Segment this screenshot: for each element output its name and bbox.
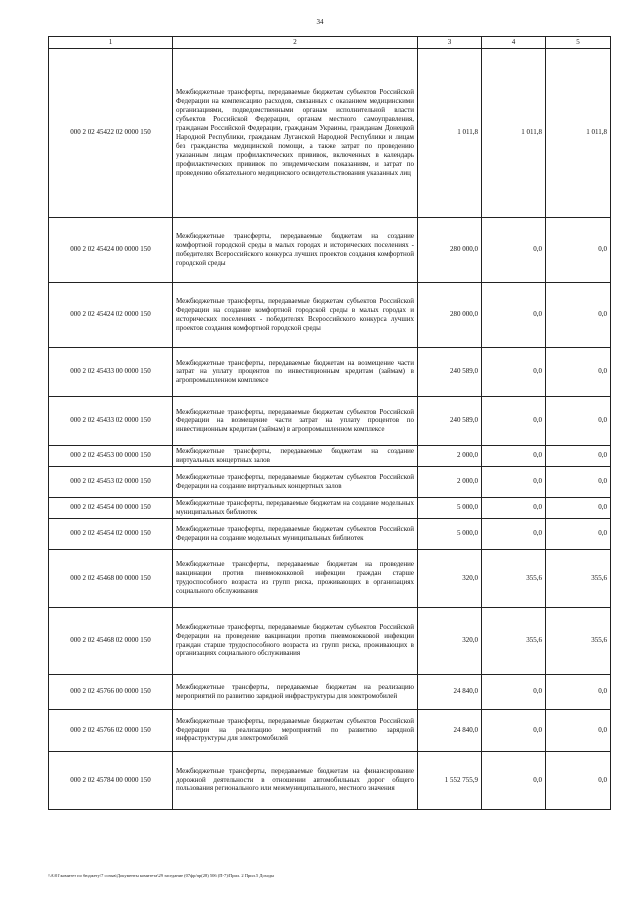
budget-code-cell: 000 2 02 45433 02 0000 150 bbox=[49, 396, 173, 445]
budget-code-cell: 000 2 02 45433 00 0000 150 bbox=[49, 347, 173, 396]
value-col5-cell: 1 011,8 bbox=[546, 48, 611, 217]
value-col5-cell: 0,0 bbox=[546, 709, 611, 751]
value-col5-cell: 0,0 bbox=[546, 217, 611, 282]
value-col4-cell: 1 011,8 bbox=[482, 48, 546, 217]
value-col3-cell: 240 589,0 bbox=[418, 347, 482, 396]
description-cell: Межбюджетные трансферты, передаваемые бюджетам субъектов Российской Федерации на компенсацию расходов, связанных с оказанием медицинскими организациями, подведомственными органам исполнительной власти субъектов Российской Федерации, органам местного самоуправления, гражданам Российской Федерации, гражданам Украины, гражданам Донецкой Народной Республики, гражданам Луганской Народной Республики и лицам без гражданства медицинской помощи, а также затрат по проведению указанным лицам профилактических прививок, включенных в календарь профилактических прививок по эпидемическим показаниям, и затрат по проведению обязательного медицинского освидетельствования указанных лиц bbox=[173, 48, 418, 217]
value-col5-cell: 0,0 bbox=[546, 751, 611, 809]
table-row bbox=[49, 709, 611, 751]
value-col4-cell: 0,0 bbox=[482, 751, 546, 809]
table-row bbox=[49, 282, 611, 347]
description-cell: Межбюджетные трансферты, передаваемые бюджетам субъектов Российской Федерации на реализацию мероприятий по развитию зарядной инфраструктуры для электромобилей bbox=[173, 709, 418, 751]
table-header-row bbox=[49, 37, 611, 49]
table-row bbox=[49, 48, 611, 217]
value-col5-cell: 0,0 bbox=[546, 466, 611, 497]
value-col5-cell: 355,6 bbox=[546, 549, 611, 607]
value-col3-cell: 2 000,0 bbox=[418, 445, 482, 466]
description-cell: Межбюджетные трансферты, передаваемые бюджетам на финансирование дорожной деятельности в отношении автомобильных дорог общего пользования регионального или межмуниципального, местного значения bbox=[173, 751, 418, 809]
budget-code-cell: 000 2 02 45454 02 0000 150 bbox=[49, 518, 173, 549]
table-row bbox=[49, 466, 611, 497]
description-cell: Межбюджетные трансферты, передаваемые бюджетам субъектов Российской Федерации на создание модельных муниципальных библиотек bbox=[173, 518, 418, 549]
value-col4-cell: 0,0 bbox=[482, 466, 546, 497]
value-col4-cell: 0,0 bbox=[482, 709, 546, 751]
value-col5-cell: 0,0 bbox=[546, 674, 611, 709]
value-col5-cell: 0,0 bbox=[546, 396, 611, 445]
description-cell: Межбюджетные трансферты, передаваемые бюджетам на создание модельных муниципальных библиотек bbox=[173, 497, 418, 518]
value-col3-cell: 280 000,0 bbox=[418, 282, 482, 347]
budget-code-cell: 000 2 02 45454 00 0000 150 bbox=[49, 497, 173, 518]
value-col5-cell: 0,0 bbox=[546, 445, 611, 466]
description-cell: Межбюджетные трансферты, передаваемые бюджетам субъектов Российской Федерации на возмещение части затрат на уплату процентов по инвестиционным кредитам (займам) в агропромышленном комплексе bbox=[173, 396, 418, 445]
description-cell: Межбюджетные трансферты, передаваемые бюджетам на реализацию мероприятий по развитию зарядной инфраструктуры для электромобилей bbox=[173, 674, 418, 709]
header-col-3: 3 bbox=[418, 37, 482, 49]
header-col-5: 5 bbox=[546, 37, 611, 49]
value-col5-cell: 355,6 bbox=[546, 607, 611, 674]
value-col4-cell: 0,0 bbox=[482, 497, 546, 518]
value-col3-cell: 240 589,0 bbox=[418, 396, 482, 445]
table-row bbox=[49, 396, 611, 445]
value-col3-cell: 320,0 bbox=[418, 607, 482, 674]
header-col-2: 2 bbox=[173, 37, 418, 49]
value-col3-cell: 1 552 755,9 bbox=[418, 751, 482, 809]
value-col3-cell: 2 000,0 bbox=[418, 466, 482, 497]
header-col-4: 4 bbox=[482, 37, 546, 49]
description-cell: Межбюджетные трансферты, передаваемые бюджетам на проведение вакцинации против пневмококковой инфекции граждан старше трудоспособного возраста из групп риска, проживающих в организациях социального обслуживания bbox=[173, 549, 418, 607]
page-number: 34 bbox=[316, 18, 324, 26]
budget-code-cell: 000 2 02 45453 00 0000 150 bbox=[49, 445, 173, 466]
value-col4-cell: 355,6 bbox=[482, 607, 546, 674]
table-row bbox=[49, 347, 611, 396]
description-cell: Межбюджетные трансферты, передаваемые бюджетам субъектов Российской Федерации на проведение вакцинации против пневмококковой инфекции граждан старше трудоспособного возраста из групп риска, проживающих в организациях социального обслуживания bbox=[173, 607, 418, 674]
value-col3-cell: 1 011,8 bbox=[418, 48, 482, 217]
value-col4-cell: 0,0 bbox=[482, 445, 546, 466]
table-row bbox=[49, 674, 611, 709]
value-col3-cell: 24 840,0 bbox=[418, 709, 482, 751]
value-col5-cell: 0,0 bbox=[546, 347, 611, 396]
value-col3-cell: 320,0 bbox=[418, 549, 482, 607]
budget-code-cell: 000 2 02 45422 02 0000 150 bbox=[49, 48, 173, 217]
description-cell: Межбюджетные трансферты, передаваемые бюджетам на создание виртуальных концертных залов bbox=[173, 445, 418, 466]
table-row bbox=[49, 607, 611, 674]
description-cell: Межбюджетные трансферты, передаваемые бюджетам субъектов Российской Федерации на создание комфортной городской среды в малых городах и исторических поселениях - победителях Всероссийского конкурса лучших проектов создания комфортной городской среды bbox=[173, 282, 418, 347]
value-col3-cell: 280 000,0 bbox=[418, 217, 482, 282]
value-col4-cell: 0,0 bbox=[482, 396, 546, 445]
table-row bbox=[49, 751, 611, 809]
value-col4-cell: 0,0 bbox=[482, 674, 546, 709]
budget-code-cell: 000 2 02 45424 02 0000 150 bbox=[49, 282, 173, 347]
value-col4-cell: 0,0 bbox=[482, 347, 546, 396]
value-col3-cell: 5 000,0 bbox=[418, 518, 482, 549]
budget-code-cell: 000 2 02 45766 00 0000 150 bbox=[49, 674, 173, 709]
value-col5-cell: 0,0 bbox=[546, 497, 611, 518]
budget-code-cell: 000 2 02 45468 00 0000 150 bbox=[49, 549, 173, 607]
table-row bbox=[49, 549, 611, 607]
description-cell: Межбюджетные трансферты, передаваемые бюджетам на создание комфортной городской среды в малых городах и исторических поселениях - победителях Всероссийского конкурса лучших проектов создания комфортной городской среды bbox=[173, 217, 418, 282]
file-path-footer: \\A\01\комитет по бюджету\7 созыв\Документы комитета\29 заседание (07фр/пр(28) 506 (П-7)\Прил. 2 Прил.5 Доходы bbox=[48, 873, 275, 878]
revenue-table bbox=[48, 36, 611, 810]
description-cell: Межбюджетные трансферты, передаваемые бюджетам субъектов Российской Федерации на создание виртуальных концертных залов bbox=[173, 466, 418, 497]
table-row bbox=[49, 445, 611, 466]
budget-code-cell: 000 2 02 45784 00 0000 150 bbox=[49, 751, 173, 809]
budget-code-cell: 000 2 02 45468 02 0000 150 bbox=[49, 607, 173, 674]
table-row bbox=[49, 217, 611, 282]
value-col4-cell: 355,6 bbox=[482, 549, 546, 607]
budget-code-cell: 000 2 02 45766 02 0000 150 bbox=[49, 709, 173, 751]
value-col3-cell: 5 000,0 bbox=[418, 497, 482, 518]
budget-code-cell: 000 2 02 45453 02 0000 150 bbox=[49, 466, 173, 497]
value-col3-cell: 24 840,0 bbox=[418, 674, 482, 709]
table-row bbox=[49, 497, 611, 518]
header-col-1: 1 bbox=[49, 37, 173, 49]
value-col4-cell: 0,0 bbox=[482, 518, 546, 549]
description-cell: Межбюджетные трансферты, передаваемые бюджетам на возмещение части затрат на уплату процентов по инвестиционным кредитам (займам) в агропромышленном комплексе bbox=[173, 347, 418, 396]
value-col5-cell: 0,0 bbox=[546, 282, 611, 347]
value-col4-cell: 0,0 bbox=[482, 217, 546, 282]
budget-code-cell: 000 2 02 45424 00 0000 150 bbox=[49, 217, 173, 282]
table-row bbox=[49, 518, 611, 549]
value-col5-cell: 0,0 bbox=[546, 518, 611, 549]
value-col4-cell: 0,0 bbox=[482, 282, 546, 347]
